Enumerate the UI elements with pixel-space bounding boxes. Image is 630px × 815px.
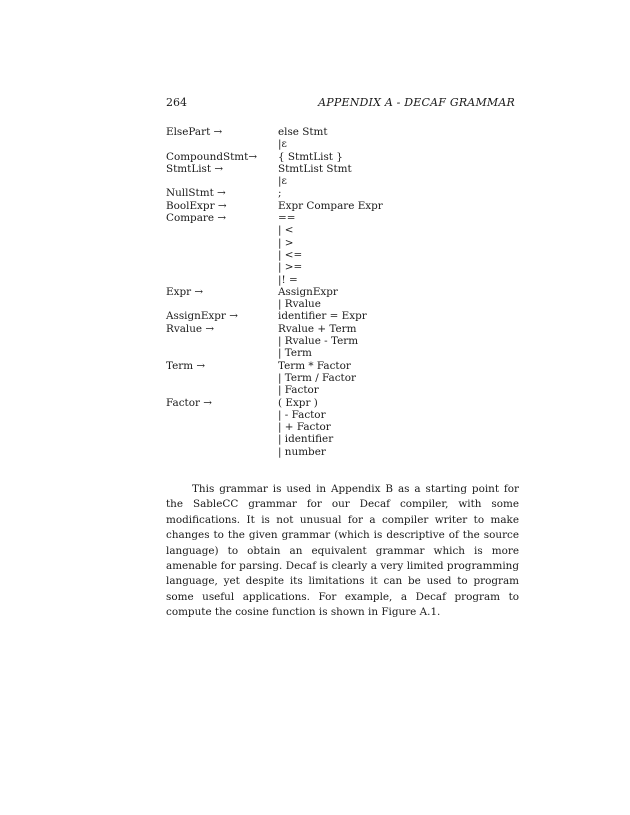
grammar-rhs: ; — [278, 187, 282, 200]
grammar-rhs: | >= — [278, 261, 303, 274]
grammar-row — [166, 200, 526, 212]
grammar-row — [166, 274, 526, 286]
grammar-row — [166, 249, 526, 261]
grammar-lhs: Factor → — [166, 396, 212, 409]
grammar-lhs: Expr → — [166, 285, 204, 298]
grammar-row — [166, 310, 526, 322]
grammar-row — [166, 237, 526, 249]
grammar-lhs: BoolExpr → — [166, 199, 227, 212]
grammar-rhs: |ε — [278, 175, 287, 188]
grammar-row — [166, 384, 526, 396]
grammar-rhs: | Factor — [278, 384, 319, 397]
grammar-lhs: Rvalue → — [166, 322, 215, 335]
grammar-lhs: Compare → — [166, 212, 227, 225]
grammar-row — [166, 360, 526, 372]
grammar-rhs: | Rvalue — [278, 298, 321, 311]
grammar-row — [166, 126, 526, 138]
grammar-rhs: | + Factor — [278, 421, 331, 434]
grammar-row — [166, 372, 526, 384]
grammar-rhs: | <= — [278, 248, 303, 261]
grammar-rhs: | number — [278, 445, 326, 458]
grammar-row — [166, 397, 526, 409]
grammar-lhs: NullStmt → — [166, 187, 226, 200]
grammar-rhs: == — [278, 212, 296, 225]
grammar-rhs: identifier = Expr — [278, 310, 367, 323]
grammar-row — [166, 187, 526, 199]
grammar-row — [166, 175, 526, 187]
grammar-rhs: | identifier — [278, 433, 334, 446]
body-paragraph: This grammar is used in Appendix B as a starting point for the SableCC grammar for our Decaf compiler, with some modifications. It is not unusual for a compiler writer to make changes to the given grammar (which is descriptive of the source language) to obtain an equivalent grammar which is more amenable for parsing. Decaf is clearly a very limited programming language, yet despite its limitations it can be used to program some useful applications. For example, a Decaf program to compute the cosine function is shown in Figure A.1. — [166, 483, 519, 619]
grammar-rhs: else Stmt — [278, 126, 328, 138]
grammar-rhs: | > — [278, 236, 294, 249]
grammar-row — [166, 323, 526, 335]
grammar-lhs: ElsePart → — [166, 126, 223, 138]
grammar-rhs: AssignExpr — [278, 285, 338, 298]
grammar-row — [166, 298, 526, 310]
grammar-row — [166, 212, 526, 224]
grammar-row — [166, 138, 526, 150]
grammar-row — [166, 151, 526, 163]
running-head: APPENDIX A - DECAF GRAMMAR — [318, 96, 515, 109]
grammar-row — [166, 347, 526, 359]
grammar-rhs: | Rvalue - Term — [278, 335, 359, 348]
grammar-rhs: | < — [278, 224, 294, 237]
grammar-lhs: CompoundStmt→ — [166, 150, 258, 163]
grammar-rhs: |! = — [278, 273, 298, 286]
grammar-rhs: | - Factor — [278, 408, 326, 421]
grammar-row — [166, 261, 526, 273]
grammar-lhs: StmtList → — [166, 162, 224, 175]
grammar-rhs: { StmtList } — [278, 150, 343, 163]
grammar-rhs: | Term — [278, 347, 312, 360]
grammar-rhs: Term * Factor — [278, 359, 351, 372]
grammar-rhs: ( Expr ) — [278, 396, 318, 409]
grammar-row — [166, 446, 526, 458]
grammar-lhs: Term → — [166, 359, 206, 372]
page-number: 264 — [166, 96, 187, 109]
grammar-row — [166, 409, 526, 421]
grammar-row — [166, 286, 526, 298]
grammar-rhs: | Term / Factor — [278, 371, 356, 384]
grammar-row — [166, 433, 526, 445]
grammar-row — [166, 163, 526, 175]
grammar-row — [166, 224, 526, 236]
grammar-row — [166, 421, 526, 433]
grammar-rhs: Rvalue + Term — [278, 322, 357, 335]
grammar-rules — [166, 126, 526, 458]
grammar-rhs: StmtList Stmt — [278, 162, 352, 175]
grammar-rhs: Expr Compare Expr — [278, 199, 383, 212]
grammar-row — [166, 335, 526, 347]
grammar-lhs: AssignExpr → — [166, 310, 238, 323]
grammar-rhs: |ε — [278, 138, 287, 151]
